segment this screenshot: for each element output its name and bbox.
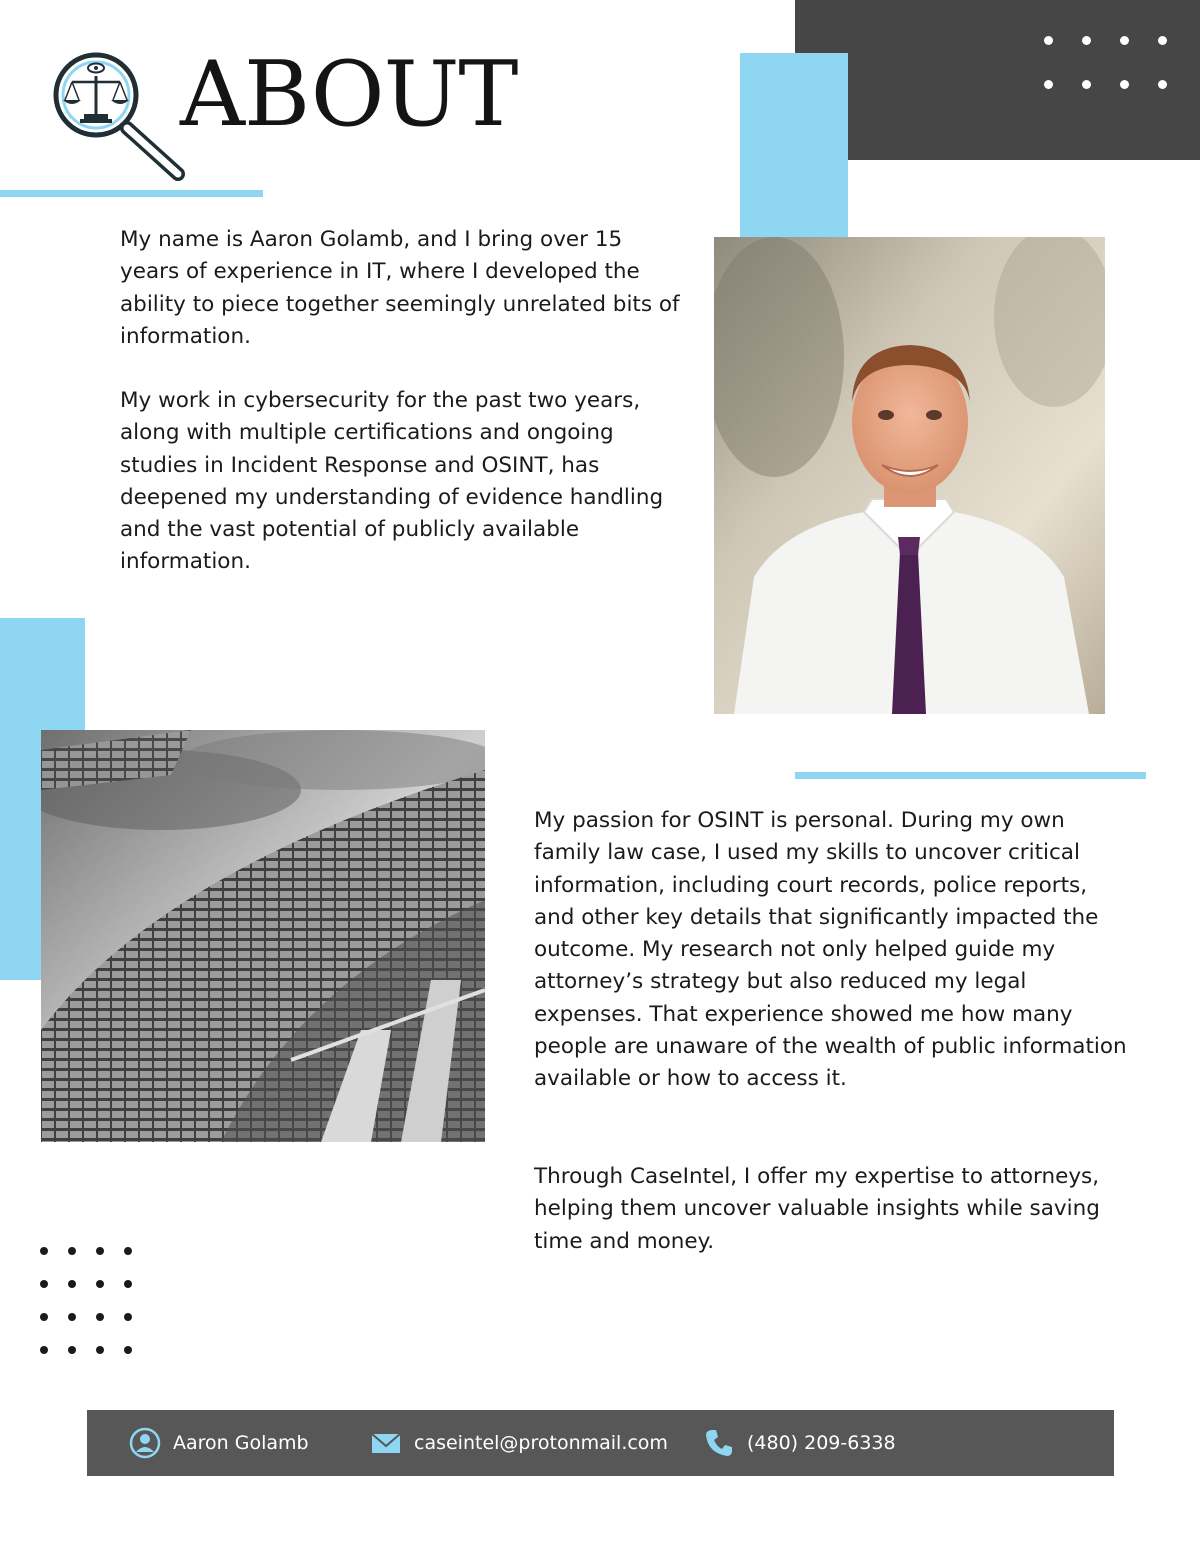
footer-name	[129, 1410, 309, 1476]
footer-email-link[interactable]: caseintel@protonmail.com	[414, 1432, 668, 1454]
footer-phone-link[interactable]: (480) 209-6338	[747, 1432, 896, 1454]
white-dot-grid	[1040, 30, 1170, 90]
intro-paragraph-2: My work in cybersecurity for the past two years, along with multiple certifications and ongoing studies in Incident Response and OSINT, has deepened my understanding of evidence handling and the vast potential of publicly available information.	[120, 388, 664, 575]
user-icon	[129, 1427, 161, 1459]
story-paragraph-2: Through CaseIntel, I offer my expertise to attorneys, helping them uncover valuable insights while saving time and money.	[534, 1164, 1100, 1254]
scales-of-justice-magnifier-icon	[50, 50, 190, 182]
blue-divider-top	[0, 190, 263, 197]
footer-email[interactable]	[370, 1410, 668, 1476]
intro-paragraph-1: My name is Aaron Golamb, and I bring over 15 years of experience in IT, where I developed the ability to piece together seemingly unrelated bits of information.	[120, 227, 680, 349]
page-title: ABOUT	[180, 42, 518, 147]
envelope-icon	[370, 1427, 402, 1459]
phone-icon	[703, 1427, 735, 1459]
building-photo	[41, 730, 485, 1142]
footer-phone[interactable]	[703, 1410, 896, 1476]
portrait-photo	[714, 237, 1105, 714]
story-paragraph-1: My passion for OSINT is personal. During my own family law case, I used my skills to uncover critical information, including court records, police reports, and other key details that significantly impacted the outcome. My research not only helped guide my attorney’s strategy but also reduced my legal expenses. That experience showed me how many people are unaware of the wealth of public information available or how to access it.	[534, 808, 1127, 1092]
dark-dot-grid	[36, 1243, 136, 1363]
footer-name-text: Aaron Golamb	[173, 1432, 309, 1454]
contact-footer	[87, 1410, 1114, 1476]
blue-divider-mid	[795, 772, 1146, 779]
